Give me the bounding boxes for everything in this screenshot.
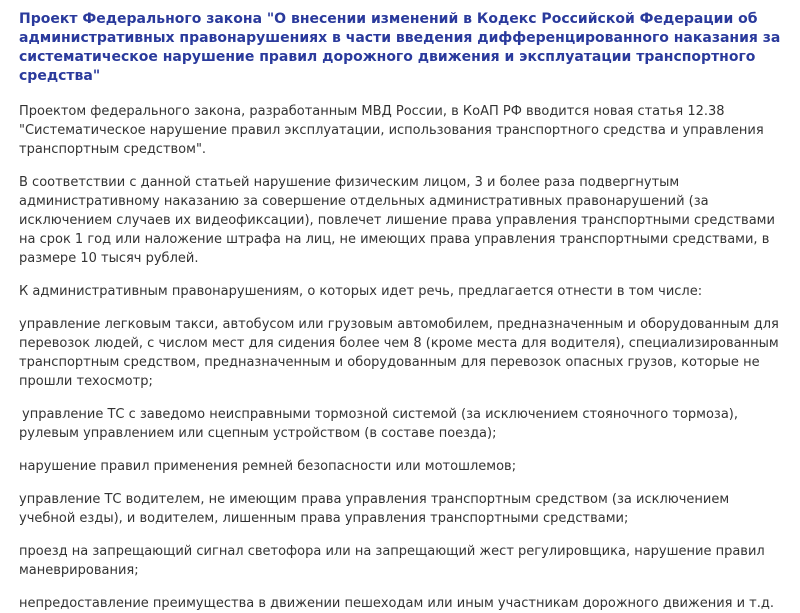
paragraph-intro: Проектом федерального закона, разработанным МВД России, в КоАП РФ вводится новая статья 12.38 "Систематическое нарушение правил эксплуатации, использования транспортного средства и управления транспортным средством". [19, 104, 764, 157]
list-item-no-license: управление ТС водителем, не имеющим права управления транспортным средством (за исключением учебной езды), и водителем, лишенным права управления транспортными средствами; [19, 492, 730, 526]
paragraph-list-intro: К административным правонарушениям, о которых идет речь, предлагается отнести в том числе: [19, 284, 703, 299]
list-item-pedestrians: непредоставление преимущества в движении пешеходам или иным участникам дорожного движения и т.д. [19, 596, 775, 611]
article-title: Проект Федерального закона "О внесении изменений в Кодекс Российской Федерации об административных правонарушениях в части введения дифференцированного наказания за систематическое нарушение правил дорожного движения и эксплуатации транспортного средства" [19, 11, 781, 84]
list-item-red-light: проезд на запрещающий сигнал светофора или на запрещающий жест регулировщика, нарушение правил маневрирования; [19, 544, 765, 578]
paragraph-penalty: В соответствии с данной статьей нарушение физическим лицом, 3 и более раза подвергнутым административному наказанию за совершение отдельных административных правонарушений (за исключением случаев их видеофиксации), повлечет лишение права управления транспортными средствами на срок 1 год или наложение штрафа на лиц, не имеющих права управления транспортными средствами, в размере 10 тысяч рублей. [19, 175, 775, 266]
list-item-seatbelts: нарушение правил применения ремней безопасности или мотошлемов; [19, 459, 517, 474]
list-item-taxi-bus: управление легковым такси, автобусом или грузовым автомобилем, предназначенным и оборудованным для перевозок людей, с числом мест для сидения более чем 8 (кроме места для водителя), специализированным транспортным средством, предназначенным и оборудованным для перевозок опасных грузов, которые не прошли техосмотр; [19, 317, 779, 389]
list-item-faulty-brakes: управление ТС с заведомо неисправными тормозной системой (за исключением стояночного тормоза), рулевым управлением или сцепным устройством (в составе поезда); [19, 407, 738, 441]
